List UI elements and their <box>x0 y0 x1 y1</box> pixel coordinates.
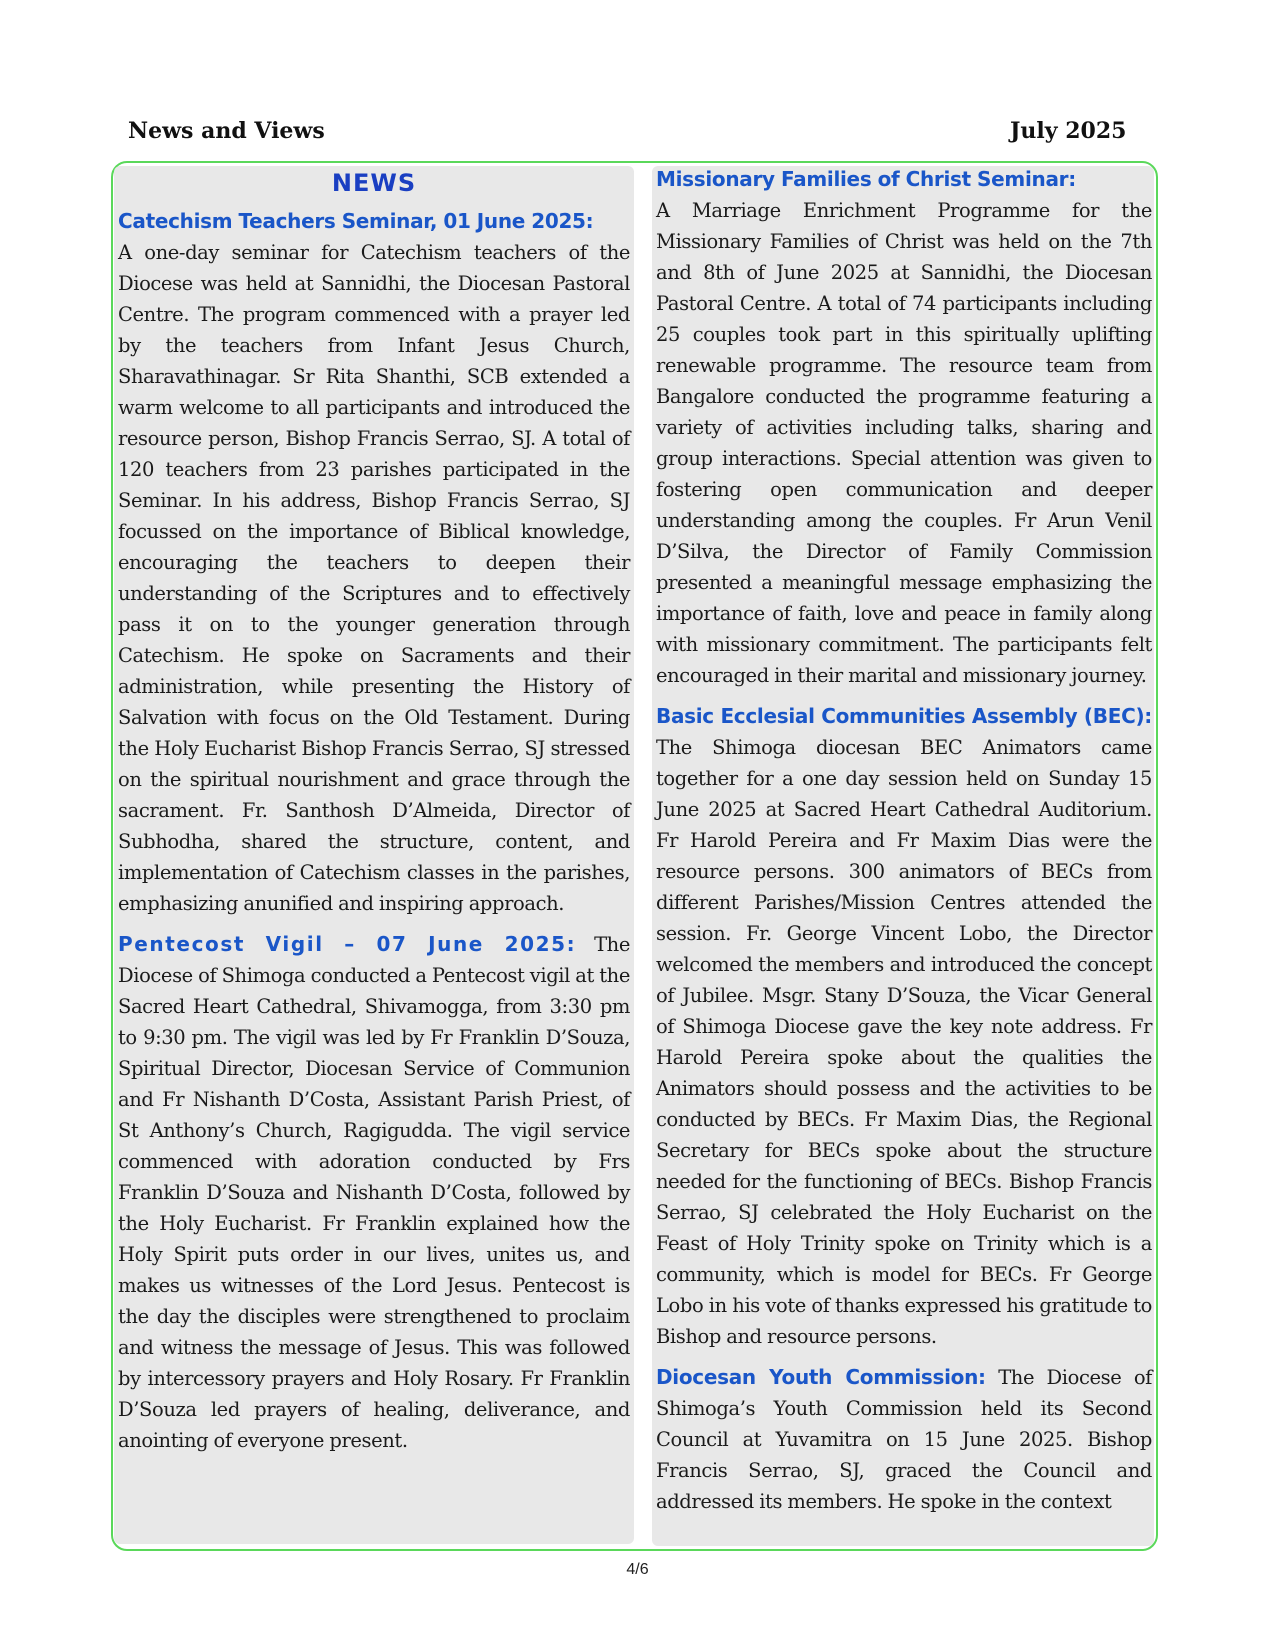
article-body-wrapper <box>656 701 1152 1352</box>
article-title: Basic Ecclesial Communities Assembly (BEC): <box>656 704 1152 728</box>
issue-date: July 2025 <box>1010 118 1127 144</box>
section-title: NEWS <box>331 169 417 197</box>
article-body: The Diocese of Shimoga’s Youth Commission held its Second Council at Yuvamitra on 15 June 2025. Bishop Francis Serrao, SJ, graced the Council and addressed its members. He spoke in the context <box>656 1366 1152 1513</box>
article-body-wrapper <box>118 929 630 1456</box>
article-pentecost-vigil <box>118 929 630 1456</box>
article-bec-assembly <box>656 701 1152 1352</box>
article-body-wrapper <box>656 166 1152 691</box>
article-body-wrapper <box>656 1362 1152 1517</box>
article-title: Pentecost Vigil – 07 June 2025: <box>118 932 577 956</box>
article-title: Diocesan Youth Commission: <box>656 1365 986 1389</box>
left-column <box>114 166 634 1544</box>
right-column <box>652 166 1154 1546</box>
article-body: A one-day seminar for Catechism teachers of the Diocese was held at Sannidhi, the Diocesan Pastoral Centre. The program commenced with a prayer led by the teachers from Infant Jesus Church, Sharavathinagar. Sr Rita Shanthi, SCB extended a warm welcome to all participants and introduced the resource person, Bishop Francis Serrao, SJ. A total of 120 teachers from 23 parishes participated in the Seminar. In his address, Bishop Francis Serrao, SJ focussed on the importance of Biblical knowledge, encouraging the teachers to deepen their understanding of the Scriptures and to effectively pass it on to the younger generation through Catechism. He spoke on Sacraments and their administration, while presenting the History of Salvation with focus on the Old Testament. During the Holy Eucharist Bishop Francis Serrao, SJ stressed on the spiritual nourishment and grace through the sacrament. Fr. Santhosh D’Almeida, Director of Subhodha, shared the structure, content, and implementation of Catechism classes in the parishes, emphasizing anunified and inspiring approach. <box>118 241 630 915</box>
page-number: 4/6 <box>626 1561 649 1578</box>
article-body: The Diocese of Shimoga conducted a Pentecost vigil at the Sacred Heart Cathedral, Shivamogga, from 3:30 pm to 9:30 pm. The vigil was led by Fr Franklin D’Souza, Spiritual Director, Diocesan Service of Communion and Fr Nishanth D’Costa, Assistant Parish Priest, of St Anthony’s Church, Ragigudda. The vigil service commenced with adoration conducted by Frs Franklin D’Souza and Nishanth D’Costa, followed by the Holy Eucharist. Fr Franklin explained how the Holy Spirit puts order in our lives, unites us, and makes us witnesses of the Lord Jesus. Pentecost is the day the disciples were strengthened to proclaim and witness the message of Jesus. This was followed by intercessory prayers and Holy Rosary. Fr Franklin D’Souza led prayers of healing, deliverance, and anointing of everyone present. <box>118 933 630 1452</box>
article-missionary-families <box>656 166 1152 691</box>
article-title: Catechism Teachers Seminar, 01 June 2025: <box>118 209 594 233</box>
article-body: A Marriage Enrichment Programme for the Missionary Families of Christ was held on the 7th and 8th of June 2025 at Sannidhi, the Diocesan Pastoral Centre. A total of 74 participants including 25 couples took part in this spiritually uplifting renewable programme. The resource team from Bangalore conducted the programme featuring a variety of activities including talks, sharing and group interactions. Special attention was given to fostering open communication and deeper understanding among the couples. Fr Arun Venil D’Silva, the Director of Family Commission presented a meaningful message emphasizing the importance of faith, love and peace in family along with missionary commitment. The participants felt encouraged in their marital and missionary journey. <box>656 199 1152 687</box>
newsletter-section-name: News and Views <box>128 118 325 144</box>
article-body: The Shimoga diocesan BEC Animators came together for a one day session held on Sunday 15 June 2025 at Sacred Heart Cathedral Auditorium. Fr Harold Pereira and Fr Maxim Dias were the resource persons. 300 animators of BECs from different Parishes/Mission Centres attended the session. Fr. George Vincent Lobo, the Director welcomed the members and introduced the concept of Jubilee. Msgr. Stany D’Souza, the Vicar General of Shimoga Diocese gave the key note address. Fr Harold Pereira spoke about the qualities the Animators should possess and the activities to be conducted by BECs. Fr Maxim Dias, the Regional Secretary for BECs spoke about the structure needed for the functioning of BECs. Bishop Francis Serrao, SJ celebrated the Holy Eucharist on the Feast of Holy Trinity spoke on Trinity which is a community, which is model for BECs. Fr George Lobo in his vote of thanks expressed his gratitude to Bishop and resource persons. <box>656 736 1152 1348</box>
article-youth-commission <box>656 1362 1152 1517</box>
article-catechism-seminar <box>118 206 630 919</box>
article-body-wrapper <box>118 206 630 919</box>
article-title: Missionary Families of Christ Seminar: <box>656 167 1076 191</box>
